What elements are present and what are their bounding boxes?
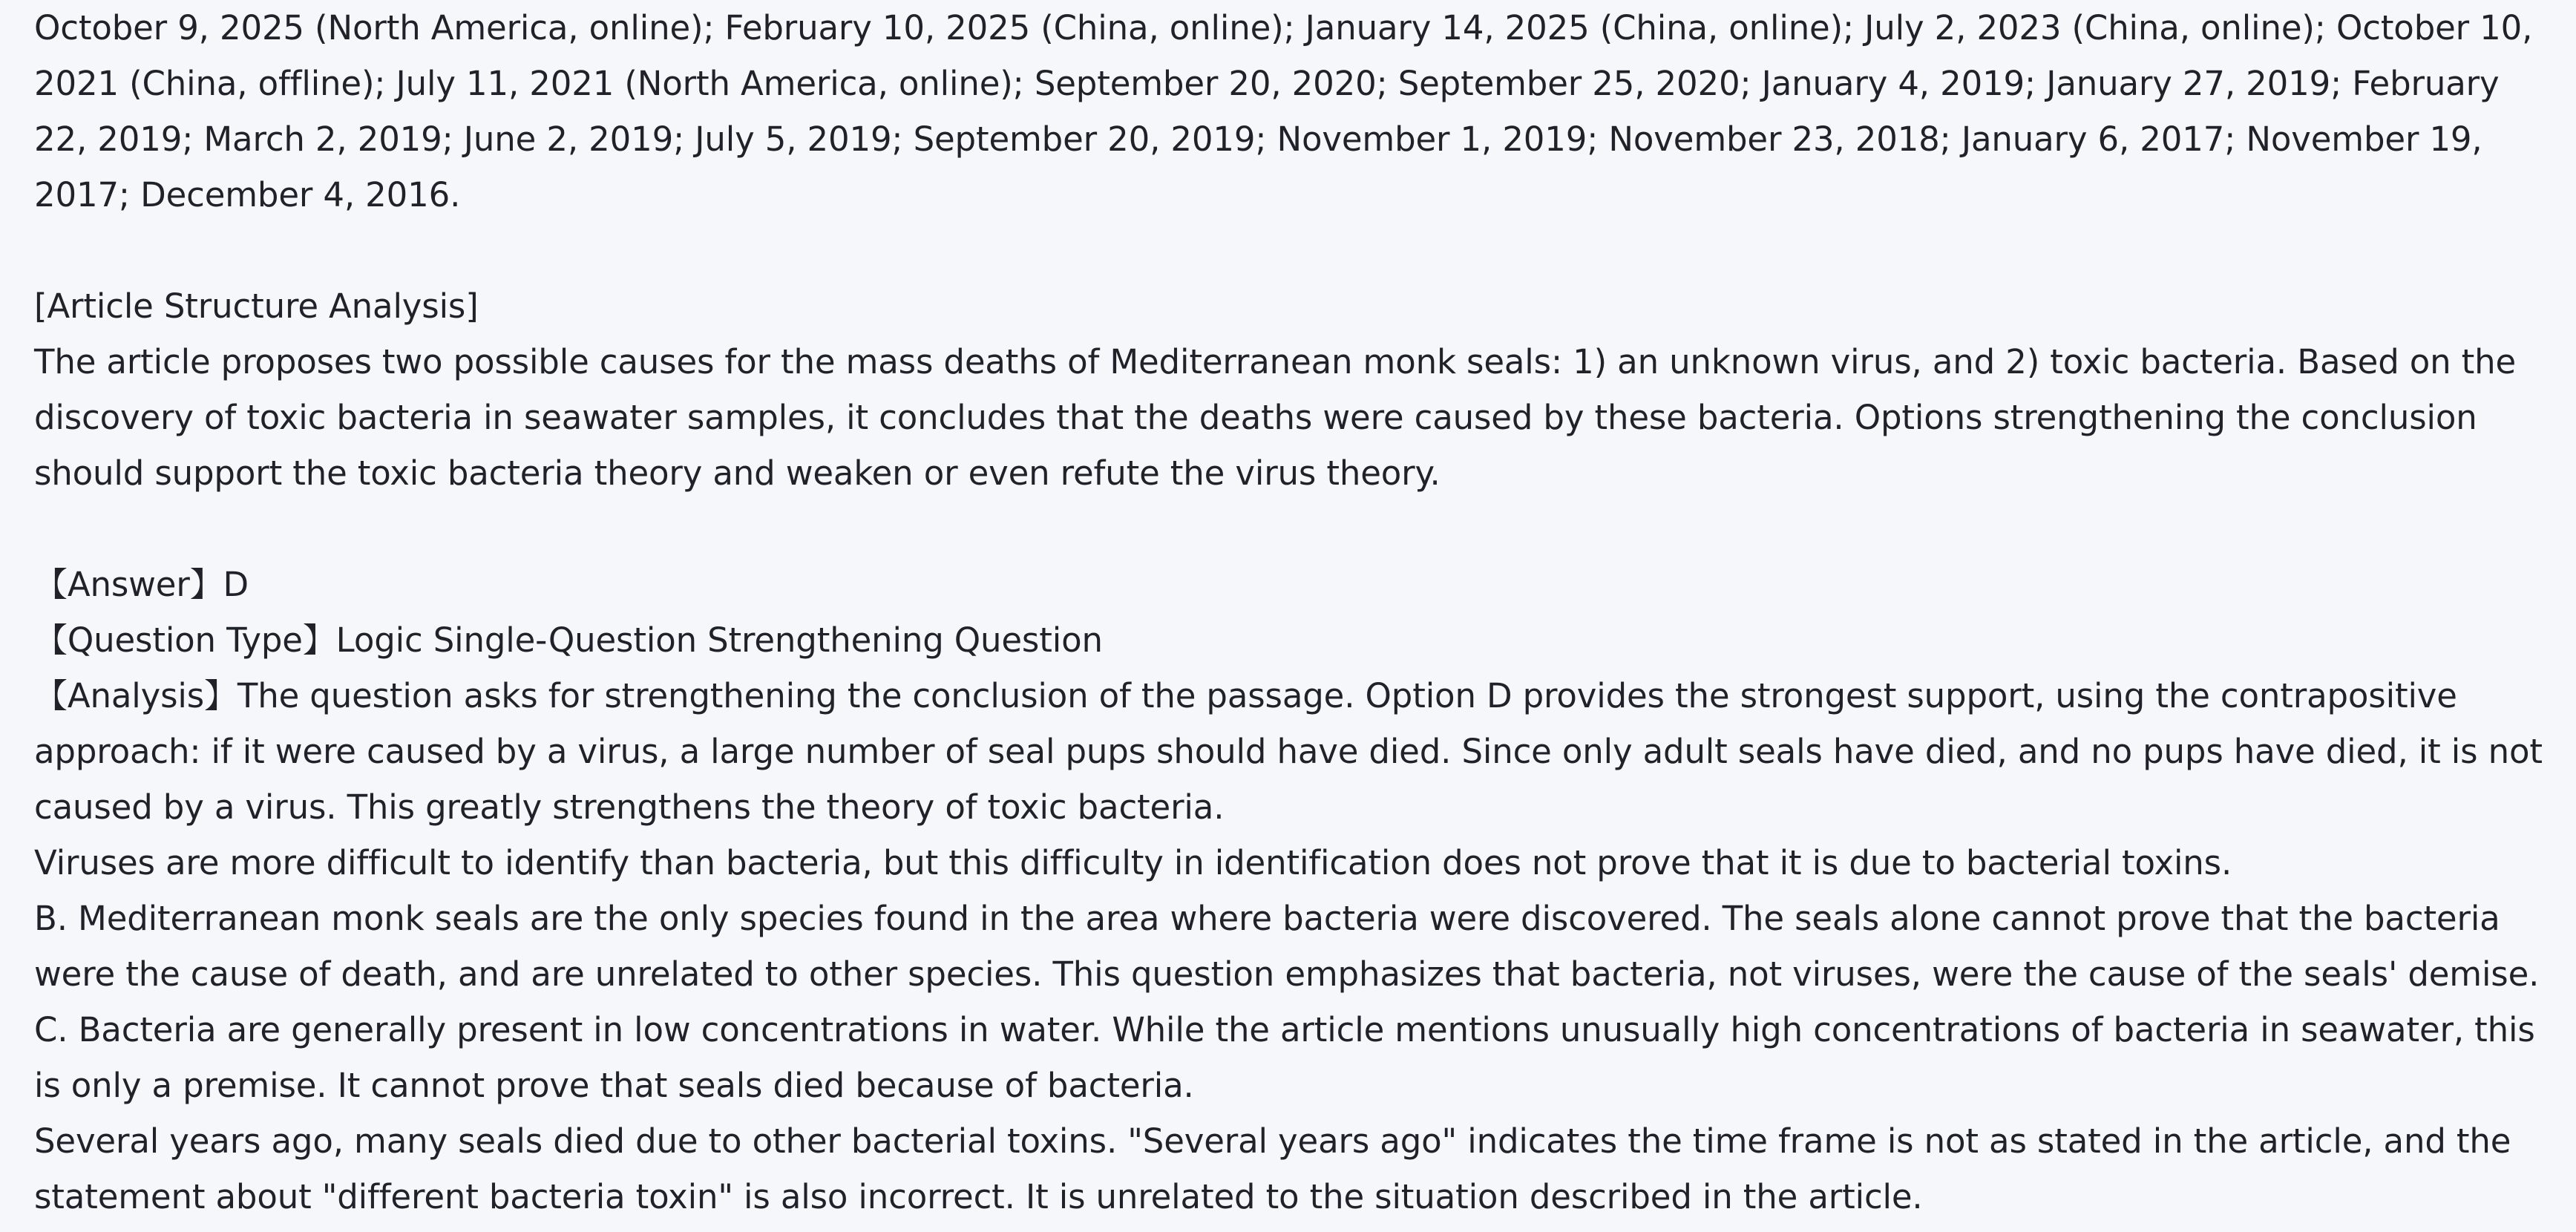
structure-heading: [Article Structure Analysis] xyxy=(34,286,479,326)
structure-analysis-text: The article proposes two possible causes for the mass deaths of Mediterranean monk seals: 1) an unknown virus, and 2) toxic bacteria. Based on the discovery of toxic bacteria in seawater samples, it concludes that the deaths were caused by these bacteria. Options strengthening the conclusion should support the toxic bacteria theory and weaken or even refute the virus theory. xyxy=(34,342,2517,493)
option-c-explanation: C. Bacteria are generally present in low concentrations in water. While the article mentions unusually high concentrations of bacteria in seawater, this is only a premise. It cannot prove that seals died because of bacteria. xyxy=(34,1010,2535,1105)
question-type-line: 【Question Type】Logic Single-Question Strengthening Question xyxy=(34,620,1103,660)
spacer xyxy=(34,223,2543,278)
option-d-explanation: Several years ago, many seals died due to other bacterial toxins. "Several years ago" indicates the time frame is not as stated in the article, and the statement about "different bacteria toxin" is also incorrect. It is unrelated to the situation described in the article. xyxy=(34,1121,2511,1216)
option-a-explanation: Viruses are more difficult to identify than bacteria, but this difficulty in identification does not prove that it is due to bacterial toxins. xyxy=(34,843,2232,882)
document-body xyxy=(34,0,2543,1225)
dates-paragraph: October 9, 2025 (North America, online); February 10, 2025 (China, online); January 14, 2025 (China, online); July 2, 2023 (China, online); October 10, 2021 (China, offline); July 11, 2021 (North America, online); September 20, 2020; September 25, 2020; January 4, 2019; January 27, 2019; February 22, 2019; March 2, 2019; June 2, 2019; July 5, 2019; September 20, 2019; November 1, 2019; November 23, 2018; January 6, 2017; November 19, 2017; December 4, 2016. xyxy=(34,8,2533,214)
analysis-text: 【Analysis】The question asks for strengthening the conclusion of the passage. Option D provides the strongest support, using the contrapositive approach: if it were caused by a virus, a large number of seal pups should have died. Since only adult seals have died, and no pups have died, it is not caused by a virus. This greatly strengthens the theory of toxic bacteria. xyxy=(34,676,2543,827)
option-b-explanation: B. Mediterranean monk seals are the only species found in the area where bacteria were discovered. The seals alone cannot prove that the bacteria were the cause of death, and are unrelated to other species. This question emphasizes that bacteria, not viruses, were the cause of the seals' demise. xyxy=(34,899,2540,994)
spacer xyxy=(34,501,2543,557)
answer-line: 【Answer】D xyxy=(34,565,249,604)
